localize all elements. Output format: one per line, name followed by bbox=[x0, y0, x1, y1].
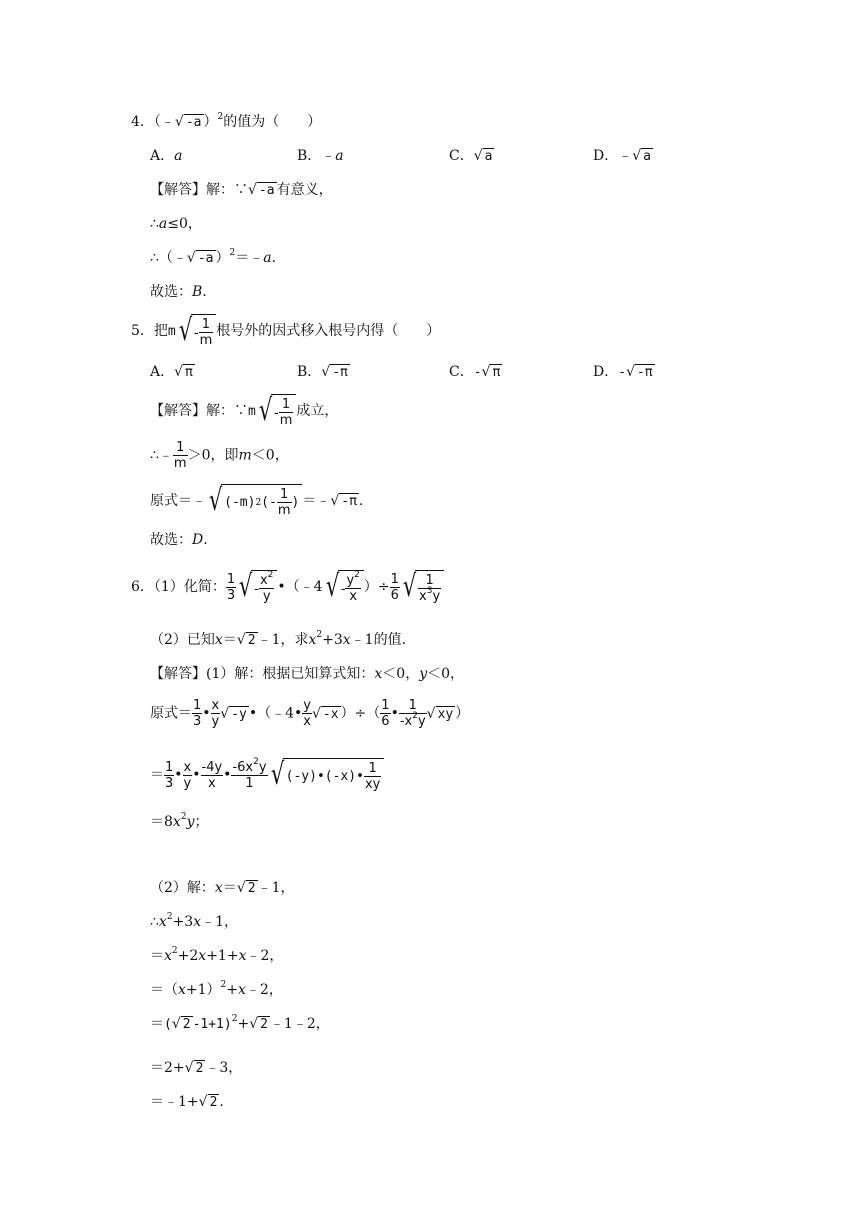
q4-stem: 4．（﹣√ -a ）$^2$的值为（ ） bbox=[131, 112, 322, 130]
q5-option-c: C．-√ π bbox=[449, 364, 501, 380]
q6-part2-stem: （2）已知x＝√ 2 ﹣1，求$x^2+3x﹣1$的值. bbox=[150, 630, 407, 648]
q6-solution-line4: $=8x^2y$； bbox=[150, 812, 209, 830]
q6-solution-line3: ＝ $\frac{1}{3}$ • $\frac{x}{y}$ • $\frac{-4y}{x}$ • $\frac{-6x^2y}{1}$ √ (-y)•(-x)• 1 xy bbox=[150, 758, 384, 792]
q6-part1-stem: 6．（1）化简： $\frac{1}{3}$ √ - $x^2$ y •（﹣4 √ - $y^2$ x ）÷ $\frac{1}{6}$ √ 1 $x^3y$ bbox=[131, 570, 444, 604]
q5-option-b: B．√ -π bbox=[297, 364, 348, 380]
q6-part2-solution-line2: $\therefore x^2+3x﹣1$， bbox=[150, 912, 239, 930]
q6-part2-solution-line4: $=(x+1)^2+x﹣2$， bbox=[150, 980, 283, 998]
q5-stem: 5．把m √ - 1 m 根号外的因式移入根号内得（ ） bbox=[131, 313, 441, 348]
q5-solution-line2: ∴﹣ $\frac{1}{m}$ ＞0，即m＜0， bbox=[150, 440, 289, 471]
q6-part2-solution-line5: ＝(√ 2 -1+1)$^2$+√ 2 ﹣1﹣2， bbox=[150, 1014, 330, 1032]
q4-option-a: A．a bbox=[150, 148, 183, 164]
q4-number: 4． bbox=[131, 114, 154, 130]
q6-part2-solution-line6: ＝2+√ 2 ﹣3， bbox=[150, 1060, 243, 1076]
q4-option-d: D．﹣√ a bbox=[593, 148, 651, 164]
q4-solution-line1: 【解答】解：∵√ -a 有意义， bbox=[150, 182, 333, 198]
q5-option-a: A．√ π bbox=[150, 364, 193, 380]
q5-answer: 故选：D. bbox=[150, 532, 208, 548]
q6-solution-line2: 原式＝ $\frac{1}{3}$ • $\frac{x}{y}$ √ -y •（﹣4• $\frac{y}{x}$ √ -x ）÷（ $\frac{1}{6}$ • $\frac{1}{-x^2y}$ √ xy ） bbox=[150, 698, 470, 729]
sqrt-expression: √ - 1 m bbox=[176, 314, 217, 348]
q5-solution-line1: 【解答】解：∵m √ - 1 m 成立， bbox=[150, 393, 339, 428]
q6-part2-solution-line3: $=x^2+2x+1+x﹣2$， bbox=[150, 946, 284, 964]
q6-part2-solution-line1: （2）解：x＝√ 2 ﹣1， bbox=[150, 880, 295, 896]
q5-option-d: D．-√ -π bbox=[593, 364, 653, 380]
q6-solution-line1: 【解答】(1）解：根据已知算式知：x＜0，y＜0， bbox=[150, 666, 465, 682]
q4-solution-line2: ∴a≤0， bbox=[150, 216, 202, 232]
q4-solution-line3: ∴（﹣√ -a ）$^2$＝﹣a. bbox=[150, 248, 277, 266]
q4-answer: 故选：B. bbox=[150, 284, 207, 300]
q5-solution-line3: 原式＝﹣ √ (-m) 2 (- 1 m ) ＝﹣√ -π . bbox=[150, 483, 364, 518]
q4-option-c: C．√ a bbox=[449, 148, 493, 164]
q4-option-b: B．﹣a bbox=[297, 148, 344, 164]
sqrt-expression: √ -a bbox=[174, 114, 202, 130]
q6-part2-solution-line7: ＝﹣1+√ 2 . bbox=[150, 1094, 224, 1110]
